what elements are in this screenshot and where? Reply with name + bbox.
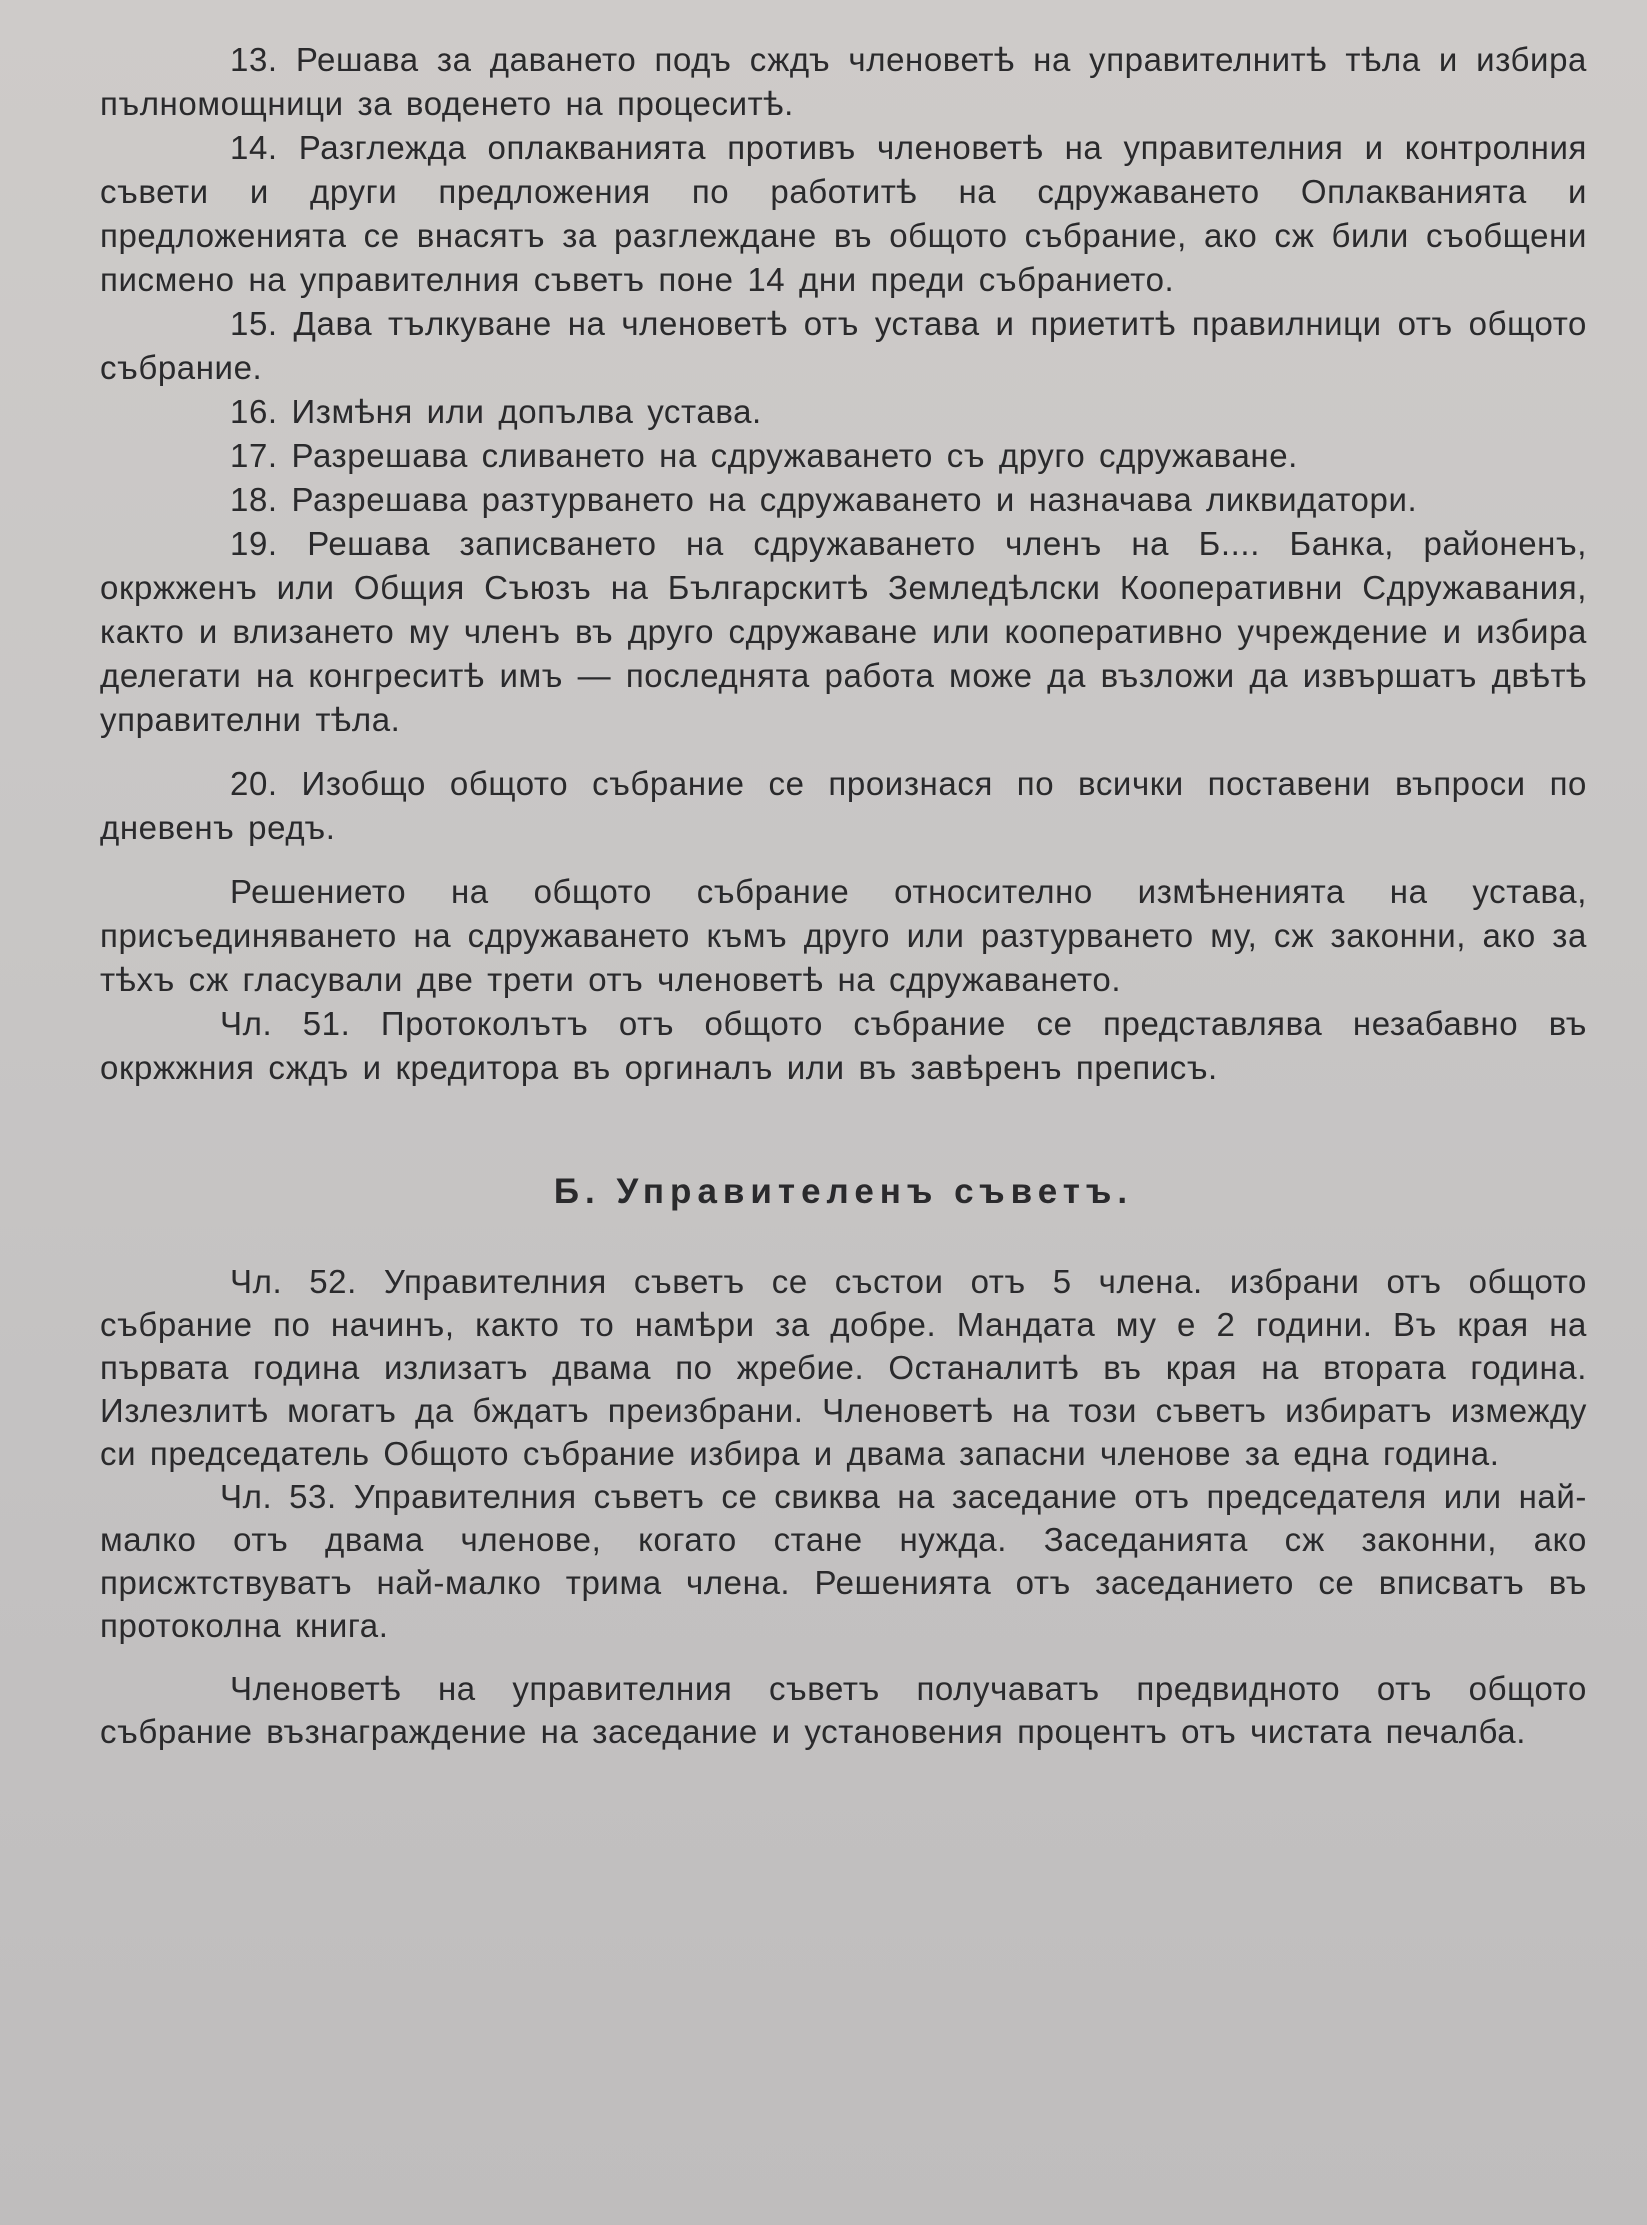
paragraph-item-18: 18. Разрешава разтурването на сдружаването и назначава ликвидатори. [230,481,1418,518]
paragraph-article-52: Чл. 52. Управителния съветъ се състои отъ 5 члена. избрани отъ общото събрание по начинъ, както то намѣри за добре. Мандата му е 2 години. Въ края на първата година излизатъ двама по жребие. Останалитѣ въ края на втората година. Излезлитѣ могатъ да бждатъ преизбрани. Членоветѣ на този съветъ избиратъ измежду си председатель Общото събрание избира и двама запасни членове за една година. [100,1263,1587,1472]
paragraph-item-17: 17. Разрешава сливането на сдружаването съ друго сдружаване. [230,437,1298,474]
paragraph-article-53: Чл. 53. Управителния съветъ се свиква на заседание отъ председателя или най-малко отъ двама членове, когато стане нужда. Заседанията сж законни, ако присжтствуватъ най-малко трима члена. Решенията отъ заседанието се вписватъ въ протоколна книга. [100,1478,1587,1644]
paragraph-item-13: 13. Решава за даването подъ сждъ членоветѣ на управителнитѣ тѣла и избира пълномощници за воденето на процеситѣ. [100,41,1587,122]
paragraph-members-remuneration: Членоветѣ на управителния съветъ получаватъ предвидното отъ общото събрание възнаграждение на заседание и установения процентъ отъ чистата печалба. [100,1670,1587,1750]
paragraph-item-14: 14. Разглежда оплакванията противъ членоветѣ на управителния и контролния съвети и други предложения по работитѣ на сдружаването Оплакванията и предложенията се внасятъ за разглеждане въ общото събрание, ако сж били съобщени писмено на управителния съветъ поне 14 дни преди събранието. [100,129,1587,298]
paragraph-article-51: Чл. 51. Протоколътъ отъ общото събрание се представлява незабавно въ окржжния сждъ и кредитора въ оргиналъ или въ завѣренъ преписъ. [100,1005,1587,1086]
section-heading: Б. Управителенъ съветъ. [553,1172,1134,1211]
paragraph-item-19: 19. Решава записването на сдружаването членъ на Б.... Банка, районенъ, окржженъ или Общия Съюзъ на Българскитѣ Земледѣлски Кооперативни Сдружавания, както и влизането му членъ въ друго сдружаване или кооперативно учреждение и избира делегати на конгреситѣ имъ — последнята работа може да възложи да извършатъ двѣтѣ управителни тѣла. [100,525,1587,738]
paragraph-decision: Решението на общото събрание относително измѣненията на устава, присъединяването на сдружаването къмъ друго или разтурването му, сж законни, ако за тѣхъ сж гласували две трети отъ членоветѣ на сдружаването. [100,873,1587,998]
paragraph-item-16: 16. Измѣня или допълва устава. [230,393,762,430]
paragraph-item-15: 15. Дава тълкуване на членоветѣ отъ устава и приетитѣ правилници отъ общото събрание. [100,305,1587,386]
paragraph-item-20: 20. Изобщо общото събрание се произнася по всички поставени въпроси по дневенъ редъ. [100,765,1587,846]
